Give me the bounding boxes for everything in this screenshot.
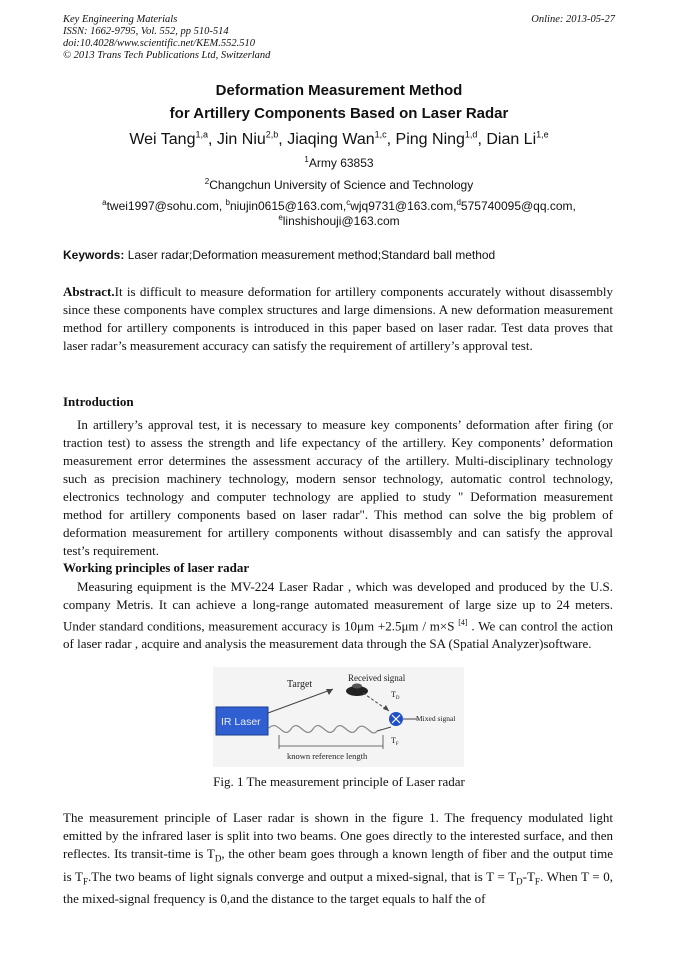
- author-name: Jin Niu: [216, 131, 266, 148]
- keywords: [63, 248, 495, 262]
- paper-title-line-2: for Artillery Components Based on Laser Radar: [169, 105, 509, 122]
- section-heading-working-principles: Working principles of laser radar: [63, 560, 250, 575]
- email-list: [0, 199, 678, 213]
- author-list: Wei Tang$^{1,a}$, Jin Niu$^{2,b}$, Jiaqing Wan$^{1,c}$, Ping Ning$^{1,d}$, Dian Li$^{1,e}$: [129, 129, 549, 148]
- issn-line: ISSN: 1662-9795, Vol. 552, pp 510-514: [63, 26, 229, 37]
- email-link[interactable]: twei1997@sohu.com,: [106, 199, 226, 213]
- subscript: F: [83, 876, 89, 887]
- email-last-line: [0, 214, 678, 228]
- author-name: Wei Tang: [129, 131, 196, 148]
- affiliation-sup: 2: [204, 177, 210, 186]
- affiliation-1: [0, 156, 678, 170]
- affiliation-text: Changchun University of Science and Technology: [209, 178, 474, 192]
- doi-line[interactable]: doi:10.4028/www.scientific.net/KEM.552.510: [63, 38, 255, 49]
- td-label: [391, 690, 400, 701]
- paragraph-text: Measuring equipment is the MV-224 Laser Radar , which was developed and produced by the U.S. company Metris. It can achieve a long-range automated measurement of large size up to 24 meters. Under standard conditions, measurement accuracy is 10μm +2.5μm / m×S: [63, 579, 613, 634]
- email-link[interactable]: niujin0615@163.com,: [229, 199, 347, 213]
- keywords-text: Laser radar;Deformation measurement method;Standard ball method: [124, 248, 496, 262]
- tf-subscript: F: [395, 742, 399, 747]
- figure-caption: Fig. 1 The measurement principle of Laser radar: [213, 774, 465, 789]
- received-signal-label: Received signal: [348, 673, 406, 683]
- tf-symbol: T: [391, 736, 396, 745]
- paragraph-text: .The two beams of light signals converge and output a mixed-signal, that is T = T: [88, 868, 517, 884]
- author-name: Ping Ning: [395, 131, 465, 148]
- td-subscript: D: [395, 696, 400, 701]
- td-symbol: T: [391, 690, 396, 699]
- abstract: [63, 283, 613, 355]
- author-name: Dian Li: [486, 131, 537, 148]
- email-link[interactable]: wjq9731@163.com,: [350, 199, 457, 213]
- subscript: D: [214, 853, 222, 864]
- author-sup: 1,a: [195, 129, 208, 140]
- abstract-label: Abstract.: [63, 284, 115, 299]
- email-sup: c: [346, 198, 351, 207]
- abstract-text: It is difficult to measure deformation for artillery components accurately without disassembly since these components have complex structures and large dimensions. A new deformation measurement method for artillery components is introduced in this paper based on laser radar. Test data proves that laser radar’s measurement accuracy can satisfy the requirement of artillery’s approval test.: [63, 284, 613, 353]
- author-sup: 1,c: [374, 129, 387, 140]
- target-top-icon: [352, 684, 362, 689]
- email-sup: a: [102, 198, 107, 207]
- journal-name: Key Engineering Materials: [63, 14, 178, 25]
- email-sup: e: [278, 213, 283, 222]
- paragraph-text: The measurement principle of Laser radar is shown in the figure 1. The frequency modulated light emitted by the infrared laser is split into two beams. One goes directly to the interested surface, and then reflectes. Its transit-time is T: [63, 810, 613, 861]
- principle-text: [63, 809, 613, 908]
- affiliation-sup: 1: [304, 155, 309, 164]
- copyright-line: © 2013 Trans Tech Publications Ltd, Switzerland: [63, 50, 271, 61]
- working-principles-text: [63, 578, 613, 653]
- tf-label: [391, 736, 399, 747]
- paper-title-line-1: Deformation Measurement Method: [215, 82, 463, 99]
- beam-out: [268, 689, 333, 713]
- author-sup: 2,b: [265, 129, 279, 140]
- fiber-to-mixer: [377, 727, 391, 731]
- email-sup: d: [456, 198, 461, 207]
- introduction-text: In artillery’s approval test, it is necessary to measure key components’ deformation after firing (or traction test) to assess the strength and life expectancy of the artillery. Key components’ deformation measurement error determines the assessment accuracy of the artillery. Multi-disciplinary technology such as precision machinery technology, modern sensor technology, automatic control technology, electronics technology and computer technology are applied to study " Deformation measurement method for artillery components based on laser radar". This method can solve the big problem of deformation measurement for artillery components without disassembly and can satisfy the approval test’s requirement.: [63, 417, 613, 558]
- subscript: F: [534, 876, 540, 887]
- email-link[interactable]: linshishouji@163.com: [282, 214, 400, 228]
- paragraph-text: . We can control the action of laser radar , acquire and analysis the measurement data through the SA (Spatial Analyzer)software.: [63, 618, 613, 652]
- subscript: D: [516, 876, 523, 887]
- keywords-label: Keywords:: [63, 248, 125, 262]
- section-heading-introduction: Introduction: [63, 394, 134, 409]
- email-sup: b: [225, 198, 230, 207]
- figure-1: [213, 667, 464, 767]
- email-link[interactable]: 575740095@qq.com,: [460, 199, 576, 213]
- paragraph-text: -T: [522, 868, 535, 884]
- mixed-signal-label: Mixed signal: [416, 714, 456, 723]
- paragraph-text: , the other beam goes through a known length of fiber and the output time is T: [63, 846, 613, 884]
- author-name: Jiaqing Wan: [287, 131, 375, 148]
- target-label: Target: [287, 679, 313, 690]
- measurement-principle-diagram: [213, 667, 464, 767]
- online-date: Online: 2013-05-27: [531, 14, 615, 25]
- reference-length-label: known reference length: [287, 751, 368, 761]
- ir-laser-label: IR Laser: [221, 716, 261, 728]
- citation[interactable]: [4]: [458, 618, 468, 627]
- paragraph-text: . When T = 0, the mixed-signal frequency is 0,and the distance to the target equals to half the of: [63, 868, 613, 907]
- beam-arrow-icon: [326, 689, 333, 695]
- journal-header: [63, 14, 270, 62]
- author-sup: 1,e: [536, 129, 549, 140]
- author-sup: 1,d: [464, 129, 478, 140]
- affiliation-2: [0, 178, 678, 192]
- fiber-coil: [268, 726, 377, 733]
- affiliation-text: Army 63853: [308, 156, 374, 170]
- received-arrow-icon: [383, 705, 389, 711]
